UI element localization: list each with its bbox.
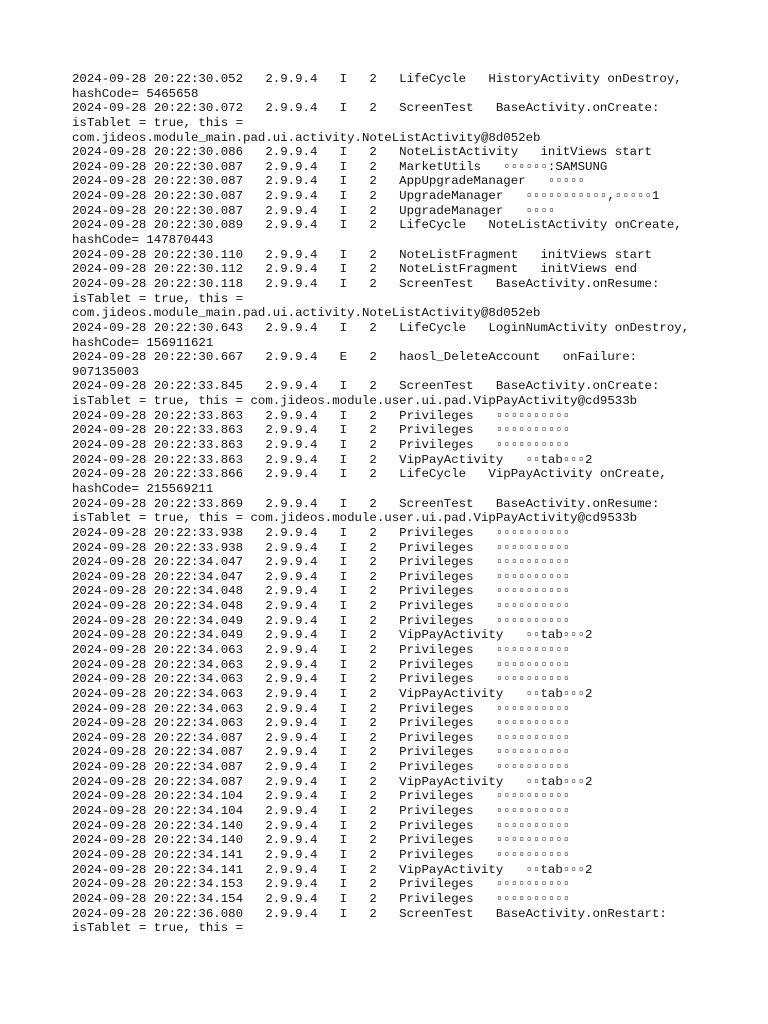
- log-line: 2024-09-28 20:22:33.863 2.9.9.4 I 2 VipPayActivity ▫▫tab▫▫▫2: [72, 452, 593, 467]
- log-line: 2024-09-28 20:22:34.153 2.9.9.4 I 2 Privileges ▫▫▫▫▫▫▫▫▫▫: [72, 877, 571, 892]
- log-line: 2024-09-28 20:22:34.063 2.9.9.4 I 2 Privileges ▫▫▫▫▫▫▫▫▫▫: [72, 657, 571, 672]
- log-line: 2024-09-28 20:22:34.087 2.9.9.4 I 2 Privileges ▫▫▫▫▫▫▫▫▫▫: [72, 730, 571, 745]
- log-line: 2024-09-28 20:22:33.863 2.9.9.4 I 2 Privileges ▫▫▫▫▫▫▫▫▫▫: [72, 423, 571, 438]
- log-line: 2024-09-28 20:22:30.087 2.9.9.4 I 2 AppUpgradeManager ▫▫▫▫▫: [72, 174, 586, 189]
- log-line: 2024-09-28 20:22:34.049 2.9.9.4 I 2 Privileges ▫▫▫▫▫▫▫▫▫▫: [72, 613, 571, 628]
- log-line: 2024-09-28 20:22:33.869 2.9.9.4 I 2 ScreenTest BaseActivity.onResume:: [72, 496, 660, 511]
- log-line: 2024-09-28 20:22:30.667 2.9.9.4 E 2 haosl_DeleteAccount onFailure:: [72, 350, 638, 365]
- log-line: 2024-09-28 20:22:34.140 2.9.9.4 I 2 Privileges ▫▫▫▫▫▫▫▫▫▫: [72, 818, 571, 833]
- log-line: 2024-09-28 20:22:30.089 2.9.9.4 I 2 LifeCycle NoteListActivity onCreate,: [72, 218, 682, 233]
- log-line: 2024-09-28 20:22:34.063 2.9.9.4 I 2 VipPayActivity ▫▫tab▫▫▫2: [72, 686, 593, 701]
- log-line: 2024-09-28 20:22:34.087 2.9.9.4 I 2 VipPayActivity ▫▫tab▫▫▫2: [72, 774, 593, 789]
- log-line: 2024-09-28 20:22:33.845 2.9.9.4 I 2 ScreenTest BaseActivity.onCreate:: [72, 379, 660, 394]
- log-line: 2024-09-28 20:22:30.087 2.9.9.4 I 2 UpgradeManager ▫▫▫▫: [72, 203, 556, 218]
- log-line: 2024-09-28 20:22:36.080 2.9.9.4 I 2 ScreenTest BaseActivity.onRestart:: [72, 906, 667, 921]
- log-line: 2024-09-28 20:22:34.104 2.9.9.4 I 2 Privileges ▫▫▫▫▫▫▫▫▫▫: [72, 804, 571, 819]
- log-line: 2024-09-28 20:22:30.112 2.9.9.4 I 2 NoteListFragment initViews end: [72, 262, 638, 277]
- log-line: com.jideos.module_main.pad.ui.activity.NoteListActivity@8d052eb: [72, 130, 541, 145]
- log-line: 2024-09-28 20:22:30.052 2.9.9.4 I 2 LifeCycle HistoryActivity onDestroy,: [72, 72, 682, 86]
- log-line: 2024-09-28 20:22:34.063 2.9.9.4 I 2 Privileges ▫▫▫▫▫▫▫▫▫▫: [72, 701, 571, 716]
- log-line: 2024-09-28 20:22:34.063 2.9.9.4 I 2 Privileges ▫▫▫▫▫▫▫▫▫▫: [72, 716, 571, 731]
- log-line: 2024-09-28 20:22:34.063 2.9.9.4 I 2 Privileges ▫▫▫▫▫▫▫▫▫▫: [72, 642, 571, 657]
- log-line: hashCode= 156911621: [72, 335, 214, 350]
- log-line: 2024-09-28 20:22:30.072 2.9.9.4 I 2 ScreenTest BaseActivity.onCreate:: [72, 101, 660, 116]
- log-line: 2024-09-28 20:22:33.866 2.9.9.4 I 2 LifeCycle VipPayActivity onCreate,: [72, 467, 667, 482]
- log-line: 2024-09-28 20:22:34.087 2.9.9.4 I 2 Privileges ▫▫▫▫▫▫▫▫▫▫: [72, 745, 571, 760]
- log-line: 2024-09-28 20:22:34.063 2.9.9.4 I 2 Privileges ▫▫▫▫▫▫▫▫▫▫: [72, 672, 571, 687]
- log-line: 2024-09-28 20:22:34.104 2.9.9.4 I 2 Privileges ▫▫▫▫▫▫▫▫▫▫: [72, 789, 571, 804]
- log-line: 2024-09-28 20:22:34.140 2.9.9.4 I 2 Privileges ▫▫▫▫▫▫▫▫▫▫: [72, 833, 571, 848]
- log-line: 2024-09-28 20:22:30.087 2.9.9.4 I 2 MarketUtils ▫▫▫▫▫▫:SAMSUNG: [72, 159, 608, 174]
- log-line: 2024-09-28 20:22:34.154 2.9.9.4 I 2 Privileges ▫▫▫▫▫▫▫▫▫▫: [72, 891, 571, 906]
- log-line: 2024-09-28 20:22:34.047 2.9.9.4 I 2 Privileges ▫▫▫▫▫▫▫▫▫▫: [72, 569, 571, 584]
- log-line: 2024-09-28 20:22:30.086 2.9.9.4 I 2 NoteListActivity initViews start: [72, 145, 652, 160]
- log-line: isTablet = true, this =: [72, 291, 244, 306]
- log-line: 907135003: [72, 364, 139, 379]
- log-line: 2024-09-28 20:22:30.110 2.9.9.4 I 2 NoteListFragment initViews start: [72, 247, 652, 262]
- log-line: isTablet = true, this = com.jideos.module.user.ui.pad.VipPayActivity@cd9533b: [72, 394, 638, 409]
- log-line: 2024-09-28 20:22:30.643 2.9.9.4 I 2 LifeCycle LoginNumActivity onDestroy,: [72, 320, 690, 335]
- log-line: 2024-09-28 20:22:30.087 2.9.9.4 I 2 UpgradeManager ▫▫▫▫▫▫▫▫▫▫▫,▫▫▫▫▫1: [72, 189, 660, 204]
- log-line: 2024-09-28 20:22:34.141 2.9.9.4 I 2 Privileges ▫▫▫▫▫▫▫▫▫▫: [72, 847, 571, 862]
- log-line: 2024-09-28 20:22:33.863 2.9.9.4 I 2 Privileges ▫▫▫▫▫▫▫▫▫▫: [72, 408, 571, 423]
- log-line: 2024-09-28 20:22:34.049 2.9.9.4 I 2 VipPayActivity ▫▫tab▫▫▫2: [72, 628, 593, 643]
- log-line: 2024-09-28 20:22:34.087 2.9.9.4 I 2 Privileges ▫▫▫▫▫▫▫▫▫▫: [72, 760, 571, 775]
- log-line: 2024-09-28 20:22:34.048 2.9.9.4 I 2 Privileges ▫▫▫▫▫▫▫▫▫▫: [72, 599, 571, 614]
- log-line: isTablet = true, this =: [72, 921, 244, 936]
- log-line: 2024-09-28 20:22:33.938 2.9.9.4 I 2 Privileges ▫▫▫▫▫▫▫▫▫▫: [72, 540, 571, 555]
- log-document: [72, 72, 712, 936]
- log-line: 2024-09-28 20:22:33.938 2.9.9.4 I 2 Privileges ▫▫▫▫▫▫▫▫▫▫: [72, 525, 571, 540]
- log-line: isTablet = true, this =: [72, 115, 244, 130]
- log-line: 2024-09-28 20:22:34.047 2.9.9.4 I 2 Privileges ▫▫▫▫▫▫▫▫▫▫: [72, 555, 571, 570]
- log-line: hashCode= 5465658: [72, 86, 199, 101]
- log-line: hashCode= 147870443: [72, 233, 214, 248]
- log-line: com.jideos.module_main.pad.ui.activity.NoteListActivity@8d052eb: [72, 306, 541, 321]
- log-line: 2024-09-28 20:22:34.141 2.9.9.4 I 2 VipPayActivity ▫▫tab▫▫▫2: [72, 862, 593, 877]
- log-line: 2024-09-28 20:22:34.048 2.9.9.4 I 2 Privileges ▫▫▫▫▫▫▫▫▫▫: [72, 584, 571, 599]
- log-line: hashCode= 215569211: [72, 481, 214, 496]
- log-line: 2024-09-28 20:22:33.863 2.9.9.4 I 2 Privileges ▫▫▫▫▫▫▫▫▫▫: [72, 438, 571, 453]
- log-line: 2024-09-28 20:22:30.118 2.9.9.4 I 2 ScreenTest BaseActivity.onResume:: [72, 276, 660, 291]
- log-line: isTablet = true, this = com.jideos.module.user.ui.pad.VipPayActivity@cd9533b: [72, 511, 638, 526]
